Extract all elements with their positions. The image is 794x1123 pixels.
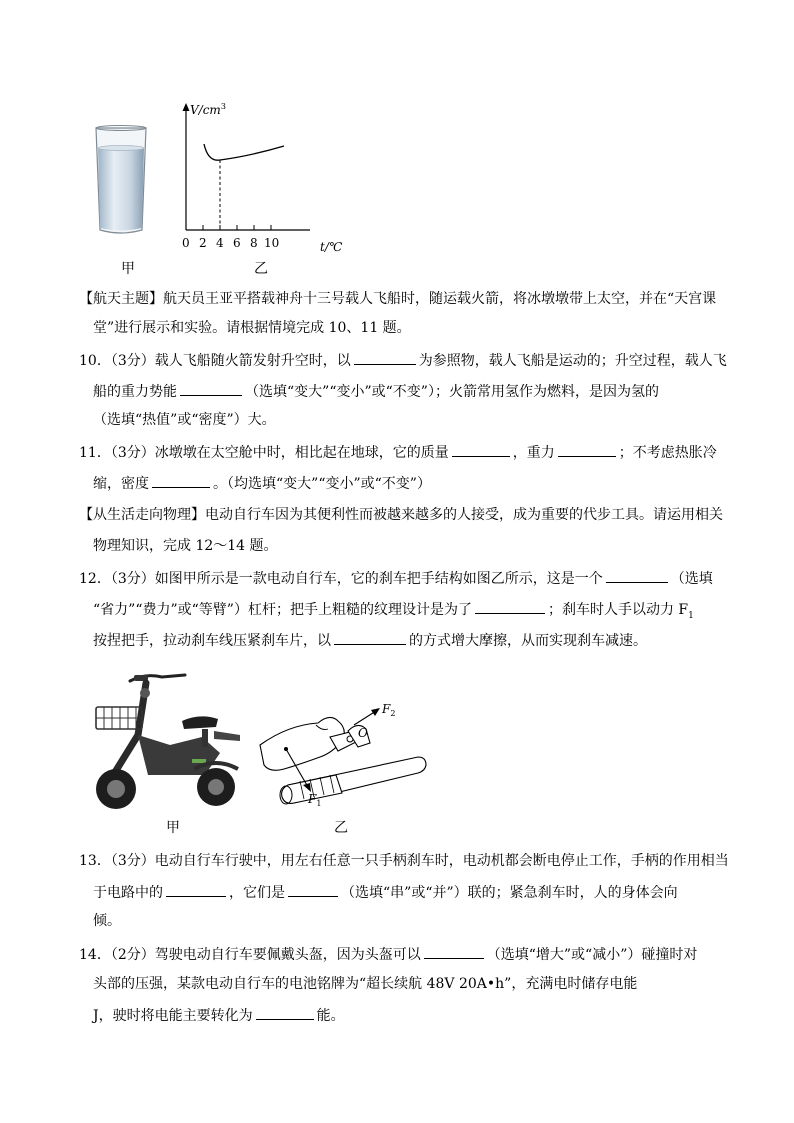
q10-blank-2[interactable]: [180, 380, 242, 396]
q12-line3: 按捏把手，拉动刹车线压紧刹车片，以 的方式增大摩擦，从而实现刹车减速。: [93, 629, 647, 651]
section2-header-line2: 物理知识，完成 12～14 题。: [93, 538, 278, 554]
figure1-caption-left: 甲: [121, 261, 135, 277]
x-tick-4: 4: [216, 236, 224, 250]
x-tick-6: 6: [233, 236, 241, 250]
q14-blank-2[interactable]: [256, 1004, 314, 1020]
q11-blank-2[interactable]: [558, 441, 616, 457]
x-tick-0: 0: [182, 236, 190, 250]
brake-lever-diagram: [258, 685, 438, 835]
pivot-o-label: O: [358, 726, 368, 740]
figure1-caption-right: 乙: [254, 261, 268, 277]
q13-line1: 13．（3分）电动自行车行驶中，用左右任意一只手柄刹车时，电动机都会断电停止工作，手柄的作用相当: [79, 853, 729, 869]
q13-line2: 于电路中的 ，它们是 （选填“串”或“并”）联的；紧急刹车时，人的身体会向: [93, 881, 678, 903]
q11-line2: 缩，密度 。（均选填“变大”“变小”或“不变”）: [93, 472, 431, 494]
figure2-caption-right: 乙: [334, 820, 348, 836]
x-axis-label: t/℃: [320, 240, 343, 254]
q10-line2: 船的重力势能 （选填“变大”“变小”或“不变”）；火箭常用氢作为燃料，是因为氢的: [93, 380, 659, 402]
q13-line3: 倾。: [93, 913, 121, 929]
q14-line1: 14．（2分）驾驶电动自行车要佩戴头盔，因为头盔可以 （选填“增大”或“减小”）碰撞时对: [79, 943, 697, 965]
figure-ebike-and-brake: [90, 665, 440, 840]
q10-blank-1[interactable]: [354, 349, 416, 365]
q11-blank-1[interactable]: [452, 441, 510, 457]
ebike-image: [90, 665, 250, 820]
q10-line3: （选填“热值”或“密度”）大。: [93, 412, 276, 428]
q13-blank-1[interactable]: [166, 881, 226, 897]
x-tick-8: 8: [250, 236, 258, 250]
q14-blank-1[interactable]: [424, 943, 484, 959]
q12-blank-3[interactable]: [334, 629, 406, 645]
f2-force-arrow: [354, 711, 376, 725]
q12-blank-1[interactable]: [606, 567, 668, 583]
y-axis-arrow: [183, 103, 190, 111]
section2-header-line1: 【从生活走向物理】电动自行车因为其便利性而被越来越多的人接受，成为重要的代步工具。请运用相关: [79, 507, 723, 523]
q12-line2: “省力”“费力”或“等臂”）杠杆；把手上粗糙的纹理设计是为了 ；刹车时人手以动力 $F_1$: [93, 598, 694, 626]
y-axis-label: $V/cm^3$: [190, 102, 226, 117]
volume-temperature-graph: [160, 100, 360, 280]
q14-line3: J，驶时将电能主要转化为 能。: [93, 1004, 345, 1026]
q13-blank-2[interactable]: [288, 881, 338, 897]
f2-label: $F_2$: [382, 702, 396, 718]
q14-line2: 头部的压强，某款电动自行车的电池铭牌为“超长续航 48V 20A•h”，充满电时储存电能: [93, 976, 638, 992]
x-tick-2: 2: [199, 236, 207, 250]
q12-blank-2[interactable]: [475, 598, 545, 614]
section1-header-line1: 【航天主题】航天员王亚平搭载神舟十三号载人飞船时，随运载火箭，将冰墩墩带上太空，并在“天宫课: [79, 291, 717, 307]
x-tick-10: 10: [264, 236, 280, 250]
section1-header-line2: 堂”进行展示和实验。请根据情境完成 10、11 题。: [93, 320, 411, 336]
f1-label: $F_1$: [308, 792, 322, 808]
volume-curve: [204, 144, 284, 160]
figure2-caption-left: 甲: [166, 820, 180, 836]
q11-line1: 11．（3分）冰墩墩在太空舱中时，相比起在地球，它的质量 ，重力 ；不考虑热胀冷: [79, 441, 717, 463]
q12-line1: 12．（3分）如图甲所示是一款电动自行车，它的刹车把手结构如图乙所示，这是一个 （选填: [79, 567, 713, 589]
q11-blank-3[interactable]: [152, 472, 210, 488]
figure-water-glass-and-graph: [90, 100, 360, 280]
q10-line1: 10．（3分）载人飞船随火箭发射升空时，以 为参照物，载人飞船是运动的；升空过程，载人飞: [79, 349, 727, 371]
